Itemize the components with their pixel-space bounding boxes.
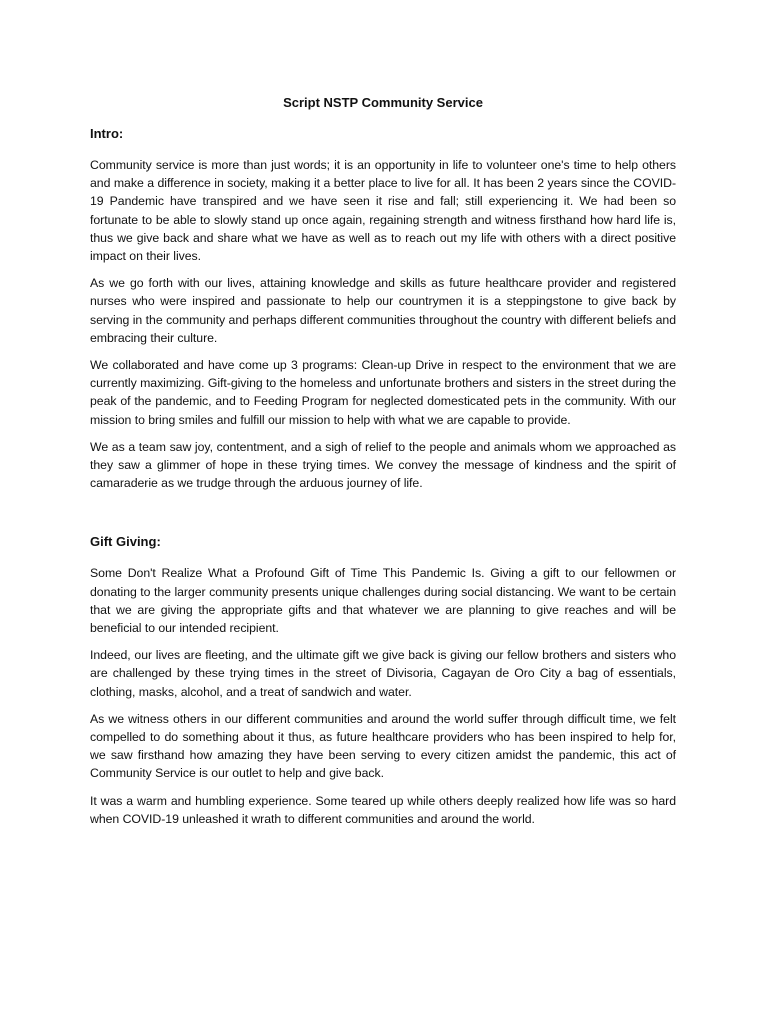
paragraph: As we go forth with our lives, attaining knowledge and skills as future healthcare provider and registered nurses who were inspired and passionate to help our countrymen it is a steppingstone to give back by serving in the community and perhaps different communities throughout the country with different beliefs and embracing their culture.: [90, 276, 676, 345]
section-heading-intro: Intro:: [90, 126, 124, 141]
paragraph: We collaborated and have come up 3 programs: Clean-up Drive in respect to the environment that we are currently maximizing. Gift-giving to the homeless and unfortunate brothers and sisters in the street during the peak of the pandemic, and to Feeding Program for neglected domesticated pets in the community. With our mission to bring smiles and fulfill our mission to help with what we are capable to provide.: [90, 358, 676, 427]
section-heading-gift-giving: Gift Giving:: [90, 534, 161, 550]
document-page: [90, 94, 676, 837]
paragraph: It was a warm and humbling experience. Some teared up while others deeply realized how life was so hard when COVID-19 unleashed it wrath to different communities and around the world.: [90, 793, 676, 826]
paragraph: As we witness others in our different communities and around the world suffer through difficult time, we felt compelled to do something about it thus, as future healthcare providers who has been inspired to help for, we saw firsthand how amazing they have been serving to every citizen amidst the pandemic, this act of Community Service is our outlet to help and give back.: [90, 711, 676, 781]
paragraph: Some Don't Realize What a Profound Gift of Time This Pandemic Is. Giving a gift to our fellowmen or donating to the larger community presents unique challenges during social distancing. We want to be certain that we are giving the appropriate gifts and that whatever we are planning to give reaches and will be beneficial to our intended recipient.: [90, 566, 676, 636]
document-title: Script NSTP Community Service: [283, 95, 483, 110]
paragraph: Indeed, our lives are fleeting, and the ultimate gift we give back is giving our fellow brothers and sisters who are challenged by these trying times in the street of Divisoria, Cagayan de Oro City a bag of essentials, clothing, masks, alcohol, and a treat of sandwich and water.: [90, 648, 676, 699]
section-gift-giving: [90, 533, 676, 828]
paragraph: Community service is more than just words; it is an opportunity in life to volunteer one's time to help others and make a difference in society, making it a better place to live for all. It has been 2 years since the COVID-19 Pandemic have transpired and we have seen it rise and fall; still experiencing it. We had been so fortunate to be able to slowly stand up once again, regaining strength and witness firsthand how hard life is, thus we give back and share what we have as well as to reach out my life with others with a direct positive impact on their lives.: [90, 158, 676, 264]
section-intro: [90, 125, 676, 492]
section-spacer: [90, 501, 676, 533]
paragraph: We as a team saw joy, contentment, and a sigh of relief to the people and animals whom we approached as they saw a glimmer of hope in these trying times. We convey the message of kindness and the spirit of camaraderie as we trudge through the arduous journey of life.: [90, 439, 676, 491]
